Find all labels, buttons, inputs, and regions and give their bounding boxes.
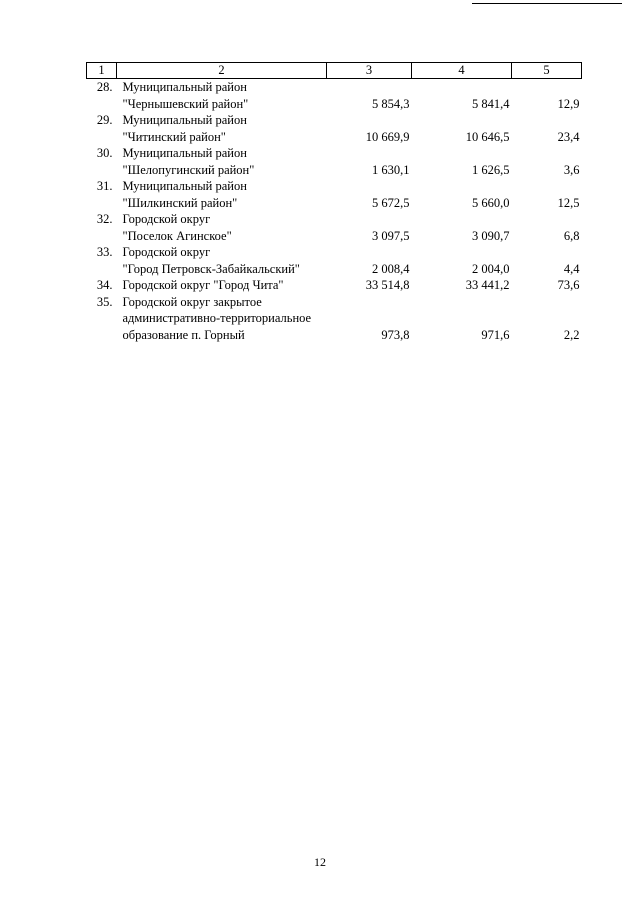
- table-row: [87, 79, 582, 113]
- row-value-4: 10 646,5: [465, 129, 510, 144]
- row-name-line: Муниципальный район: [122, 80, 247, 94]
- row-value-3: 5 672,5: [372, 195, 410, 210]
- row-name-line: Муниципальный район: [122, 146, 247, 160]
- row-value-3: 5 854,3: [372, 96, 410, 111]
- row-value-4: 5 660,0: [472, 195, 510, 210]
- row-value-4: 3 090,7: [472, 228, 510, 243]
- table-row: [87, 294, 582, 344]
- table-row: [87, 145, 582, 178]
- row-name-line: "Читинский район": [122, 129, 226, 144]
- row-name-line: "Шелопугинский район": [122, 162, 255, 177]
- row-number: 34.: [96, 278, 113, 292]
- table-row: [87, 244, 582, 277]
- row-value-3: 3 097,5: [372, 228, 410, 243]
- row-value-5: 6,8: [563, 228, 580, 243]
- row-name: [117, 145, 327, 178]
- row-name: [117, 211, 327, 244]
- row-name-line: административно-территориальное: [122, 311, 312, 325]
- row-name: [117, 244, 327, 277]
- row-value-5: 2,2: [563, 327, 580, 342]
- row-number: 28.: [96, 80, 113, 94]
- table-row: [87, 178, 582, 211]
- row-name-line: образование п. Горный: [122, 327, 245, 342]
- row-value-5: 12,9: [557, 96, 580, 111]
- row-name-line: Городской округ "Город Чита": [122, 278, 284, 292]
- table-header: [87, 63, 582, 79]
- row-name-line: Муниципальный район: [122, 179, 247, 193]
- header-col-3: 3: [327, 63, 412, 79]
- row-value-3: 1 630,1: [372, 162, 410, 177]
- row-name: [117, 79, 327, 113]
- row-name-line: "Чернышевский район": [122, 96, 249, 111]
- row-value-5: 3,6: [563, 162, 580, 177]
- row-name-line: Городской округ закрытое: [122, 294, 262, 309]
- header-col-5: 5: [512, 63, 582, 79]
- row-value-3: 973,8: [381, 327, 410, 342]
- row-name-line: Муниципальный район: [122, 113, 247, 127]
- table-row: [87, 277, 582, 294]
- row-name-line: "Поселок Агинское": [122, 228, 232, 243]
- row-name: [117, 178, 327, 211]
- row-value-5: 12,5: [557, 195, 580, 210]
- budget-table: [86, 62, 582, 343]
- table-row: [87, 112, 582, 145]
- row-name: [117, 277, 327, 294]
- row-number: 31.: [96, 179, 113, 193]
- row-number: 33.: [96, 245, 113, 259]
- row-number: 29.: [96, 113, 113, 127]
- row-number: 32.: [96, 212, 113, 226]
- table-row: [87, 211, 582, 244]
- header-col-2: 2: [117, 63, 327, 79]
- row-name-line: Городской округ: [122, 245, 211, 259]
- row-value-5: 23,4: [557, 129, 580, 144]
- row-value-4: 2 004,0: [472, 261, 510, 276]
- row-value-3: 10 669,9: [365, 129, 410, 144]
- row-name-line: "Город Петровск-Забайкальский": [122, 261, 300, 276]
- row-value-4: 1 626,5: [472, 162, 510, 177]
- header-col-1: 1: [87, 63, 117, 79]
- row-name: [117, 294, 327, 344]
- row-number: 35.: [96, 294, 113, 309]
- row-name-line: Городской округ: [122, 212, 211, 226]
- row-value-4: 5 841,4: [472, 96, 510, 111]
- row-value-5: 73,6: [557, 278, 580, 292]
- top-rule: [472, 3, 622, 4]
- row-value-4: 33 441,2: [465, 278, 510, 292]
- row-value-3: 33 514,8: [365, 278, 410, 292]
- header-col-4: 4: [412, 63, 512, 79]
- row-value-4: 971,6: [481, 327, 510, 342]
- row-name-line: "Шилкинский район": [122, 195, 238, 210]
- page-number: 12: [314, 855, 326, 869]
- row-number: 30.: [96, 146, 113, 160]
- row-value-3: 2 008,4: [372, 261, 410, 276]
- row-value-5: 4,4: [563, 261, 580, 276]
- row-name: [117, 112, 327, 145]
